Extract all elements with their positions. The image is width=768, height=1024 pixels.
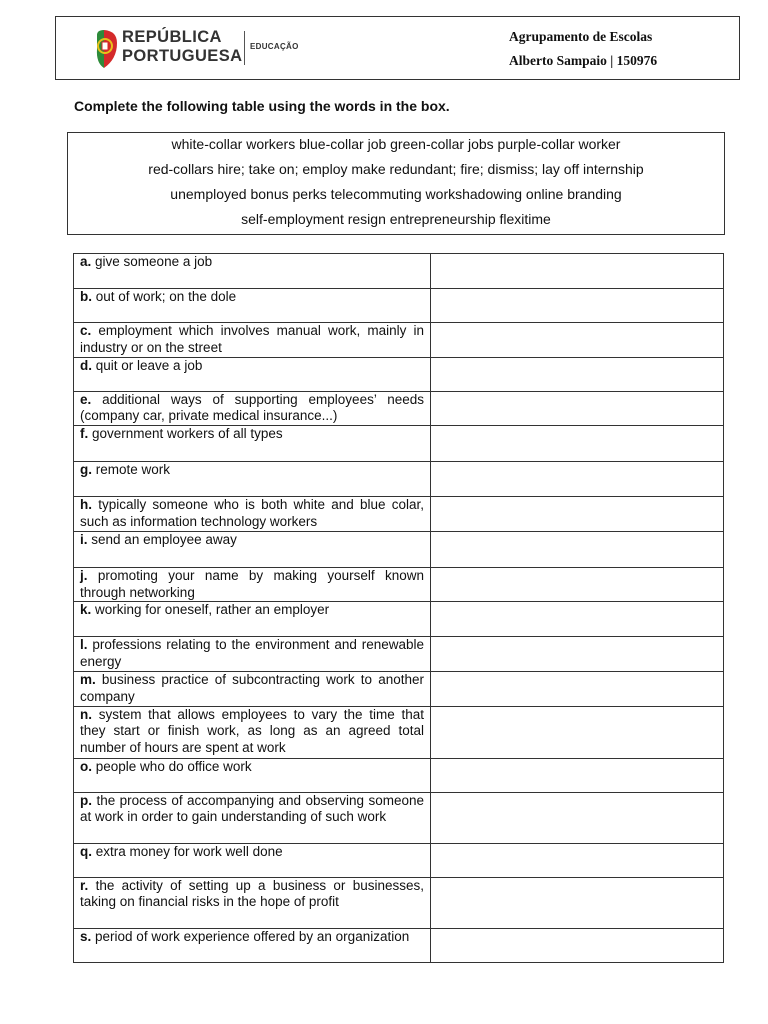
word-box-line: red-collars hire; take on; employ make redundant; fire; dismiss; lay off internship [148, 161, 644, 177]
logo-subtitle: EDUCAÇÃO [250, 42, 299, 51]
answer-cell[interactable] [431, 254, 724, 289]
definition-cell [74, 706, 431, 758]
answer-cell[interactable] [431, 462, 724, 497]
definitions-table [73, 253, 724, 963]
answer-cell[interactable] [431, 357, 724, 391]
item-letter: p. [80, 792, 92, 808]
definition-cell [74, 497, 431, 532]
item-letter: s. [80, 928, 92, 944]
answer-cell[interactable] [431, 637, 724, 672]
definition-cell [74, 671, 431, 706]
definition-text: government workers of all types [92, 426, 283, 442]
answer-cell[interactable] [431, 602, 724, 637]
table-row [74, 792, 724, 843]
table-row [74, 254, 724, 289]
definition-text: period of work experience offered by an organization [95, 928, 410, 944]
item-letter: e. [80, 391, 92, 407]
definition-text: give someone a job [95, 254, 213, 269]
school-line-2: Alberto Sampaio | 150976 [509, 53, 658, 68]
answer-cell[interactable] [431, 706, 724, 758]
answer-cell[interactable] [431, 391, 724, 426]
answer-cell[interactable] [431, 877, 724, 928]
definition-text: professions relating to the environment and renewable energy [80, 637, 424, 670]
definition-text: business practice of subcontracting work to another company [80, 671, 424, 704]
answer-cell[interactable] [431, 758, 724, 792]
school-name [509, 25, 657, 73]
definition-text: the activity of setting up a business or businesses, taking on financial risks in the hope of profit [80, 877, 424, 910]
answer-cell[interactable] [431, 289, 724, 323]
table-row [74, 426, 724, 462]
table-row [74, 462, 724, 497]
table-row [74, 531, 724, 567]
coat-of-arms-icon [94, 29, 120, 69]
definition-text: remote work [95, 462, 171, 478]
definition-text: send an employee away [91, 531, 237, 547]
answer-cell[interactable] [431, 497, 724, 532]
item-letter: q. [80, 843, 92, 859]
definition-cell [74, 843, 431, 877]
item-letter: r. [80, 877, 89, 893]
definition-text: people who do office work [95, 758, 252, 774]
definition-cell [74, 289, 431, 323]
definition-cell [74, 928, 431, 962]
definition-cell [74, 391, 431, 426]
table-row [74, 758, 724, 792]
answer-cell[interactable] [431, 792, 724, 843]
answer-cell[interactable] [431, 567, 724, 602]
definition-text: promoting your name by making yourself known through networking [80, 567, 424, 600]
definition-cell [74, 462, 431, 497]
item-letter: g. [80, 462, 92, 478]
item-letter: f. [80, 426, 89, 442]
item-letter: j. [80, 567, 88, 583]
table-row [74, 323, 724, 358]
definition-text: working for oneself, rather an employer [95, 602, 330, 618]
definition-text: the process of accompanying and observing someone at work in order to gain understanding of such work [80, 792, 424, 825]
instruction-text: Complete the following table using the words in the box. [74, 98, 450, 114]
definition-cell [74, 758, 431, 792]
table-row [74, 357, 724, 391]
table-row [74, 671, 724, 706]
table-row [74, 497, 724, 532]
definitions-table-body [74, 254, 724, 963]
table-row [74, 637, 724, 672]
item-letter: c. [80, 323, 92, 338]
table-row [74, 843, 724, 877]
definition-text: out of work; on the dole [95, 289, 237, 304]
definition-text: system that allows employees to vary the time that they start or finish work, as long as an agreed total number of hours are spent at work [80, 706, 424, 756]
word-box-line: self-employment resign entrepreneurship flexitime [241, 211, 551, 227]
logo-wordmark [122, 28, 242, 66]
table-row [74, 567, 724, 602]
item-letter: m. [80, 671, 96, 687]
definition-text: typically someone who is both white and blue colar, such as information technology workers [80, 497, 424, 529]
table-row [74, 877, 724, 928]
definition-text: employment which involves manual work, mainly in industry or on the street [80, 323, 424, 355]
item-letter: o. [80, 758, 92, 774]
header-box [55, 16, 740, 80]
answer-cell[interactable] [431, 843, 724, 877]
republica-portuguesa-logo [94, 27, 314, 71]
item-letter: l. [80, 637, 88, 653]
definition-cell [74, 637, 431, 672]
definition-cell [74, 792, 431, 843]
definition-cell [74, 602, 431, 637]
school-line-1: Agrupamento de Escolas [509, 29, 653, 44]
definition-text: extra money for work well done [95, 843, 283, 859]
answer-cell[interactable] [431, 426, 724, 462]
logo-line-2: PORTUGUESA [122, 47, 243, 65]
answer-cell[interactable] [431, 323, 724, 358]
item-letter: b. [80, 289, 92, 304]
word-box-line: white-collar workers blue-collar job green-collar jobs purple-collar worker [171, 136, 621, 152]
definition-cell [74, 426, 431, 462]
logo-line-1: REPÚBLICA [122, 28, 222, 46]
word-box [67, 132, 725, 235]
definition-cell [74, 323, 431, 358]
definition-text: additional ways of supporting employees’ needs (company car, private medical insurance...) [80, 391, 424, 424]
table-row [74, 602, 724, 637]
item-letter: n. [80, 706, 92, 722]
item-letter: h. [80, 497, 92, 513]
definition-cell [74, 877, 431, 928]
definition-cell [74, 531, 431, 567]
definition-cell [74, 567, 431, 602]
table-row [74, 706, 724, 758]
answer-cell[interactable] [431, 531, 724, 567]
item-letter: k. [80, 602, 92, 618]
table-row [74, 289, 724, 323]
item-letter: i. [80, 531, 88, 547]
answer-cell[interactable] [431, 671, 724, 706]
logo-divider [244, 31, 245, 65]
table-row [74, 391, 724, 426]
table-row [74, 928, 724, 962]
definition-text: quit or leave a job [95, 357, 203, 373]
definition-cell [74, 357, 431, 391]
item-letter: a. [80, 254, 92, 269]
word-box-line: unemployed bonus perks telecommuting workshadowing online branding [170, 186, 622, 202]
item-letter: d. [80, 357, 92, 373]
definition-cell [74, 254, 431, 289]
answer-cell[interactable] [431, 928, 724, 962]
